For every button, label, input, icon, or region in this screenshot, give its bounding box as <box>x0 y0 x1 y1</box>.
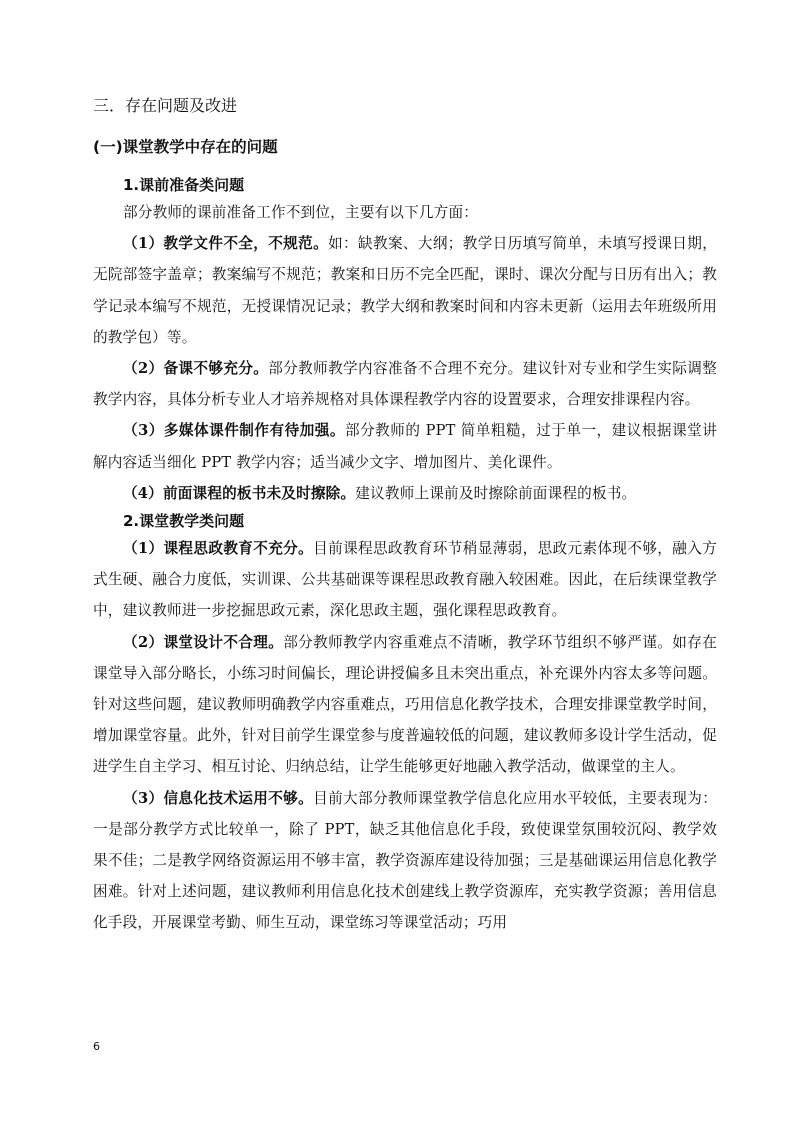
part1-item-2-text: 部分教师教学内容准备不合理不充分。建议针对专业和学生实际调整教学内容，具体分析专业人才培养规格对具体课程教学内容的设置要求，合理安排课程内容。 <box>93 360 717 409</box>
part1-item-4 <box>93 478 717 509</box>
subsection-title: (一)课堂教学中存在的问题 <box>93 138 278 156</box>
part2-item-1-lead: （1）课程思政教育不充分。 <box>123 540 314 558</box>
part1-item-3-lead: （3）多媒体课件制作有待加强。 <box>123 422 345 440</box>
part1-item-1 <box>93 228 717 353</box>
part2-item-3 <box>93 783 717 939</box>
part1-intro: 部分教师的课前准备工作不到位，主要有以下几方面： <box>123 204 479 221</box>
part2-item-1-text: 目前课程思政教育环节稍显薄弱，思政元素体现不够，融入方式生硬、融合力度低，实训课、公共基础课等课程思政教育融入较困难。因此，在后续课堂教学中，建议教师进一步挖掘思政元素，深化思政主题，强化课程思政教育。 <box>93 540 717 620</box>
page-content <box>93 94 717 939</box>
page-number: 6 <box>93 1040 100 1053</box>
part1-item-4-lead: （4）前面课程的板书未及时擦除。 <box>123 484 356 502</box>
part1-item-1-text: 如：缺教案、大纲；教学日历填写简单，未填写授课日期，无院部签字盖章；教案编写不规范；教案和日历不完全匹配，课时、课次分配与日历有出入；教学记录本编写不规范，无授课情况记录；教学大纲和教案时间和内容未更新（运用去年班级所用的教学包）等。 <box>93 235 717 346</box>
part2-item-1 <box>93 533 717 627</box>
part1-item-3 <box>93 415 717 477</box>
part2-title: 2.课堂教学类问题 <box>123 512 245 531</box>
section-title: 三．存在问题及改进 <box>93 96 238 115</box>
part2-item-2-text: 部分教师教学内容重难点不清晰，教学环节组织不够严谨。如存在课堂导入部分略长，小练习时间偏长，理论讲授偏多且未突出重点，补充课外内容太多等问题。针对这些问题，建议教师明确教学内容重难点，巧用信息化教学技术，合理安排课堂教学时间，增加课堂容量。此外，针对目前学生课堂参与度普遍较低的问题，建议教师多设计学生活动，促进学生自主学习、相互讨论、归纳总结，让学生能够更好地融入教学活动，做课堂的主人。 <box>93 633 717 776</box>
part2-item-2 <box>93 627 717 783</box>
part1-title: 1.课前准备类问题 <box>123 176 245 194</box>
part1-item-1-lead: （1）教学文件不全，不规范。 <box>123 235 329 253</box>
part2-item-2-lead: （2）课堂设计不合理。 <box>123 633 284 651</box>
part1-item-3-text: 部分教师的 PPT 简单粗糙，过于单一，建议根据课堂讲解内容适当细化 PPT 教学内容；适当减少文字、增加图片、美化课件。 <box>93 422 718 471</box>
part1-item-2 <box>93 353 717 415</box>
part2-item-3-lead: （3）信息化技术运用不够。 <box>123 789 314 807</box>
part1-item-4-text: 建议教师上课前及时擦除前面课程的板书。 <box>355 484 637 502</box>
part2-item-3-text: 目前大部分教师课堂教学信息化应用水平较低，主要表现为：一是部分教学方式比较单一，除了 PPT，缺乏其他信息化手段，致使课堂氛围较沉闷、教学效果不佳；二是教学网络资源运用不够丰富，教学资源库建设待加强；三是基础课运用信息化教学困难。针对上述问题，建议教师利用信息化技术创建线上教学资源库，充实教学资源；善用信息化手段，开展课堂考勤、师生互动，课堂练习等课堂活动；巧用 <box>93 789 717 932</box>
part1-item-2-lead: （2）备课不够充分。 <box>123 360 269 378</box>
